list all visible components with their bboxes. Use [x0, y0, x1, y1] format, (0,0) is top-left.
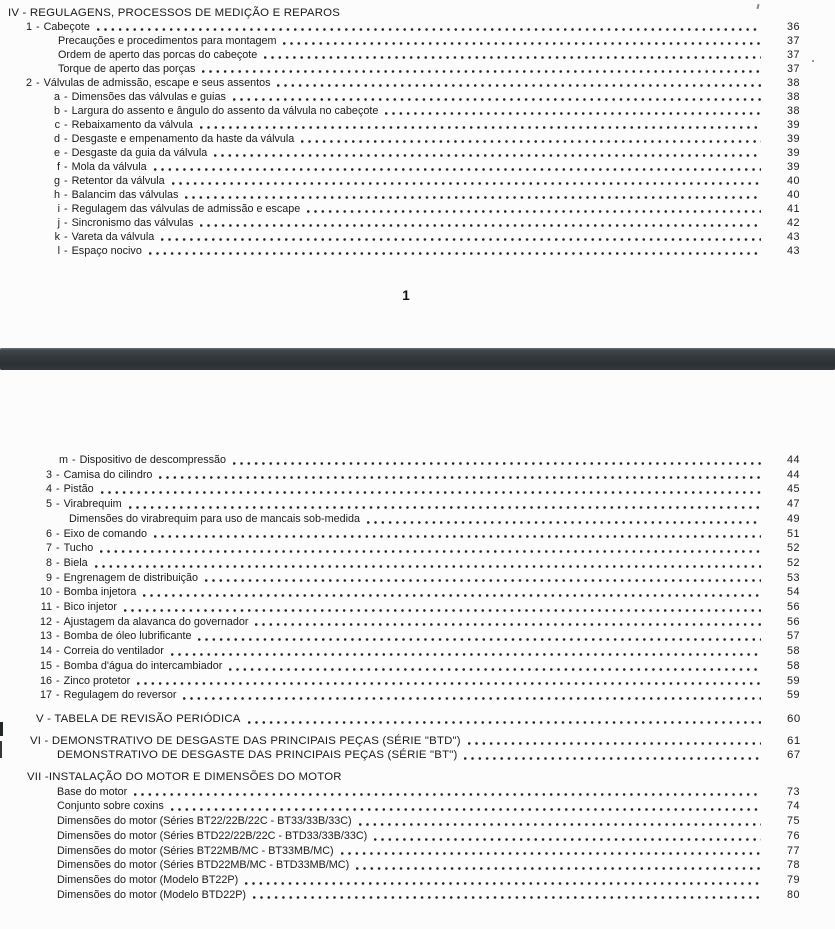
- toc-entry-number: 2: [25, 77, 32, 89]
- toc-row: [57, 748, 807, 763]
- toc-row: [47, 90, 807, 104]
- toc-row: [36, 712, 807, 727]
- scan-artifact: [0, 722, 3, 736]
- toc-entry-label: Dimensões do motor (Modelo BTD22P): [57, 888, 247, 901]
- dot-leader: [101, 491, 761, 494]
- toc-entry-page-number: 54: [787, 586, 801, 599]
- toc-entry-separator: -: [56, 586, 60, 599]
- toc-entry-label: Dimensões do virabrequim para uso de mancais sob-medida: [69, 512, 361, 525]
- toc-row: [57, 785, 807, 800]
- toc-entry-separator: -: [56, 689, 60, 702]
- toc-entry-number: 17: [39, 689, 52, 702]
- dot-leader: [229, 668, 761, 671]
- dot-leader: [245, 882, 761, 885]
- dot-leader: [367, 521, 761, 524]
- toc-entry-separator: -: [56, 601, 60, 614]
- toc-entry-number: a: [53, 91, 60, 103]
- page-separator-band: [0, 348, 835, 370]
- toc-entry-page-number: 57: [787, 630, 801, 643]
- toc-entry-label: Tucho: [63, 542, 94, 555]
- dot-leader: [385, 112, 761, 115]
- toc-row: [53, 453, 807, 468]
- toc-entry-label: Ajustagem da alavanca do governador: [63, 615, 249, 628]
- toc-entry-label: Dispositivo de descompressão: [79, 454, 227, 466]
- toc-entry-number: 8: [45, 556, 52, 569]
- toc-row: [47, 202, 807, 216]
- toc-entry-page-number: 74: [787, 800, 801, 813]
- dot-leader: [264, 56, 761, 59]
- toc-row: [36, 541, 807, 556]
- toc-entry-label: Dimensões do motor (Modelo BT22P): [57, 873, 239, 886]
- toc-entry-page-number: 38: [787, 105, 801, 117]
- toc-entry-label: Base do motor: [57, 785, 128, 798]
- toc-entry-separator: -: [64, 105, 68, 117]
- toc-row: [47, 230, 807, 244]
- toc-entry-separator: -: [64, 119, 68, 131]
- toc-entry-page-number: 52: [787, 542, 801, 555]
- toc-entry-page-number: 56: [787, 601, 801, 614]
- toc-entry-number: 1: [25, 21, 32, 33]
- toc-entry-number: 6: [45, 527, 52, 540]
- toc-row: [47, 104, 807, 118]
- dot-leader: [374, 838, 761, 841]
- dot-leader: [341, 852, 761, 855]
- toc-row: [47, 118, 807, 132]
- toc-row: [22, 20, 807, 34]
- toc-entry-label: Virabrequim: [63, 498, 122, 511]
- dot-leader: [159, 476, 761, 479]
- toc-entry-label: Correia do ventilador: [63, 645, 164, 658]
- toc-entry-label: Biela: [63, 556, 88, 569]
- toc-entry-page-number: 41: [787, 203, 801, 215]
- toc-entry-separator: -: [56, 645, 60, 658]
- toc-row: [36, 571, 807, 586]
- toc-row: [36, 688, 807, 703]
- toc-entry-label: IV - REGULAGENS, PROCESSOS DE MEDIÇÃO E REPAROS: [8, 7, 340, 19]
- toc-entry-number: 11: [40, 601, 52, 614]
- toc-entry-page-number: 52: [787, 556, 801, 569]
- toc-entry-separator: -: [56, 468, 60, 481]
- dot-leader: [154, 168, 761, 171]
- toc-entry-number: 7: [45, 542, 52, 555]
- dot-leader: [171, 808, 761, 811]
- toc-row: [58, 62, 807, 76]
- toc-entry-page-number: 78: [787, 859, 801, 872]
- toc-entry-separator: -: [64, 217, 68, 229]
- toc-row: [36, 556, 807, 571]
- toc-row: [58, 48, 807, 62]
- toc-entry-page-number: 39: [787, 133, 801, 145]
- toc-entry-page-number: 59: [787, 674, 801, 687]
- toc-row: [47, 160, 807, 174]
- dot-leader: [214, 154, 761, 157]
- toc-entry-label: Cabeçote: [43, 21, 90, 33]
- toc-row: [36, 482, 807, 497]
- dot-leader: [198, 638, 761, 641]
- toc-entry-number: c: [54, 119, 60, 131]
- toc-entry-page-number: 79: [787, 873, 801, 886]
- toc-entry-page-number: 36: [787, 21, 801, 33]
- toc-list-page-1: [0, 6, 835, 258]
- toc-entry-label: Dimensões do motor (Séries BTD22/22B/22C - BTD33/33B/33C): [57, 829, 368, 842]
- toc-entry-separator: -: [64, 147, 68, 159]
- toc-list-page-2: [0, 453, 835, 902]
- toc-row: [27, 770, 807, 785]
- toc-entry-separator: -: [56, 556, 60, 569]
- toc-row: [36, 468, 807, 483]
- toc-entry-label: Dimensões do motor (Séries BT22MB/MC - BT33MB/MC): [57, 844, 334, 857]
- toc-entry-page-number: 59: [787, 689, 801, 702]
- toc-entry-page-number: 42: [787, 217, 801, 229]
- toc-entry-separator: -: [56, 542, 60, 555]
- toc-entry-page-number: 58: [787, 645, 801, 658]
- toc-entry-page-number: 45: [787, 483, 801, 496]
- toc-entry-number: k: [54, 231, 60, 243]
- dot-leader: [137, 682, 761, 685]
- toc-entry-separator: -: [56, 630, 60, 643]
- toc-row: [36, 600, 807, 615]
- toc-entry-label: Bico injetor: [63, 601, 118, 614]
- toc-page-2: [0, 370, 835, 929]
- dot-leader: [100, 550, 761, 553]
- toc-row: [36, 674, 807, 689]
- toc-entry-number: 5: [45, 498, 52, 511]
- toc-entry-label: Bomba injetora: [63, 586, 137, 599]
- toc-row: [57, 829, 807, 844]
- toc-entry-page-number: 53: [787, 571, 801, 584]
- toc-entry-separator: -: [64, 231, 68, 243]
- toc-row: [57, 873, 807, 888]
- dot-leader: [277, 84, 761, 87]
- toc-entry-number: 14: [39, 645, 52, 658]
- toc-entry-number: 16: [39, 674, 52, 687]
- toc-entry-label: Pistão: [63, 483, 94, 496]
- toc-entry-separator: -: [56, 527, 60, 540]
- dot-leader: [183, 697, 761, 700]
- dot-leader: [200, 224, 761, 227]
- toc-entry-page-number: 47: [787, 498, 801, 511]
- scan-artifact: [0, 741, 2, 758]
- toc-row: [47, 216, 807, 230]
- toc-page-1: [0, 0, 835, 354]
- toc-entry-label: Sincronismo das válvulas: [71, 217, 194, 229]
- toc-entry-number: f: [57, 161, 60, 173]
- toc-row: [36, 629, 807, 644]
- toc-entry-separator: -: [64, 161, 68, 173]
- toc-entry-number: d: [53, 133, 60, 145]
- toc-entry-page-number: 49: [787, 512, 801, 525]
- toc-entry-page-number: 39: [787, 147, 801, 159]
- toc-entry-label: Dimensões do motor (Séries BTD22MB/MC - BTD33MB/MC): [57, 859, 350, 872]
- dot-leader: [202, 70, 761, 73]
- toc-entry-page-number: 38: [787, 91, 801, 103]
- toc-entry-page-number: 61: [787, 734, 801, 747]
- toc-entry-separator: -: [56, 659, 60, 672]
- toc-entry-label: Desgaste e empenamento da haste da válvula: [71, 133, 295, 145]
- toc-entry-separator: -: [36, 77, 40, 89]
- toc-entry-number: l: [57, 245, 60, 257]
- toc-row: [47, 146, 807, 160]
- toc-entry-page-number: 39: [787, 119, 801, 131]
- toc-entry-separator: -: [36, 21, 40, 33]
- dot-leader: [95, 565, 761, 568]
- toc-entry-label: Válvulas de admissão, escape e seus assentos: [43, 77, 271, 89]
- toc-entry-page-number: 80: [787, 888, 801, 901]
- toc-entry-page-number: 77: [787, 844, 801, 857]
- dot-leader: [129, 506, 761, 509]
- toc-entry-separator: -: [64, 203, 68, 215]
- dot-leader: [143, 594, 761, 597]
- toc-entry-separator: -: [64, 189, 68, 201]
- toc-row: [47, 174, 807, 188]
- dot-leader: [154, 535, 761, 538]
- dot-leader: [255, 623, 761, 626]
- toc-entry-number: 12: [39, 615, 52, 628]
- toc-entry-separator: -: [56, 615, 60, 628]
- toc-entry-label: Dimensões das válvulas e guias: [71, 91, 226, 103]
- dot-leader: [134, 793, 761, 796]
- toc-entry-separator: -: [64, 245, 68, 257]
- toc-entry-page-number: 67: [787, 749, 801, 762]
- toc-row: [22, 76, 807, 90]
- toc-entry-number: 9: [45, 571, 52, 584]
- toc-entry-number: 10: [39, 586, 52, 599]
- toc-entry-page-number: 37: [787, 49, 801, 61]
- toc-entry-number: g: [53, 175, 60, 187]
- toc-entry-page-number: 38: [787, 77, 801, 89]
- toc-entry-number: b: [53, 105, 60, 117]
- dot-leader: [307, 210, 761, 213]
- toc-entry-number: 15: [39, 659, 52, 672]
- dot-leader: [253, 896, 761, 899]
- toc-entry-page-number: 39: [787, 161, 801, 173]
- scan-artifact: [812, 60, 814, 62]
- toc-entry-page-number: 51: [787, 527, 801, 540]
- page-number-footer: 1: [402, 288, 410, 303]
- toc-entry-label: Balancim das válvulas: [71, 189, 179, 201]
- toc-entry-page-number: 60: [787, 712, 801, 725]
- toc-entry-number: 13: [39, 630, 52, 643]
- toc-entry-label: Desgaste da guia da válvula: [71, 147, 208, 159]
- toc-row: [58, 34, 807, 48]
- dot-leader: [464, 757, 761, 760]
- toc-entry-number: m: [59, 454, 68, 466]
- dot-leader: [97, 28, 761, 31]
- toc-entry-page-number: 44: [787, 468, 801, 481]
- toc-entry-label: Engrenagem de distribuição: [63, 571, 199, 584]
- dot-leader: [283, 42, 761, 45]
- toc-entry-page-number: 37: [787, 63, 801, 75]
- dot-leader: [248, 721, 761, 724]
- toc-entry-label: Retentor da válvula: [71, 175, 165, 187]
- dot-leader: [301, 140, 761, 143]
- toc-row: [57, 799, 807, 814]
- dot-leader: [468, 742, 761, 745]
- toc-row: [36, 644, 807, 659]
- toc-entry-label: Regulagem do reversor: [63, 689, 177, 702]
- dot-leader: [171, 653, 761, 656]
- dot-leader: [205, 579, 761, 582]
- toc-entry-page-number: 58: [787, 659, 801, 672]
- dot-leader: [233, 98, 761, 101]
- toc-entry-separator: -: [64, 91, 68, 103]
- toc-entry-separator: -: [56, 674, 60, 687]
- toc-entry-label: Dimensões do motor (Séries BT22/22B/22C - BT33/33B/33C): [57, 815, 352, 828]
- toc-entry-page-number: 76: [787, 829, 801, 842]
- toc-row: [36, 659, 807, 674]
- toc-row: [57, 858, 807, 873]
- toc-entry-separator: -: [56, 498, 60, 511]
- toc-entry-page-number: 44: [787, 454, 801, 466]
- toc-entry-number: 3: [45, 468, 52, 481]
- toc-entry-label: Zinco protetor: [63, 674, 131, 687]
- toc-row: [57, 844, 807, 859]
- toc-entry-number: i: [57, 203, 60, 215]
- toc-row: [47, 188, 807, 202]
- toc-entry-label: Camisa do cilindro: [63, 468, 153, 481]
- toc-entry-label: DEMONSTRATIVO DE DESGASTE DAS PRINCIPAIS PEÇAS (SÉRIE "BT"): [57, 749, 458, 762]
- toc-entry-label: Bomba d'água do intercambiador: [63, 659, 223, 672]
- toc-entry-label: Rebaixamento da válvula: [71, 119, 193, 131]
- toc-row: [30, 734, 807, 749]
- toc-entry-label: Eixo de comando: [63, 527, 148, 540]
- dot-leader: [149, 252, 761, 255]
- toc-entry-label: V - TABELA DE REVISÃO PERIÓDICA: [36, 712, 241, 725]
- toc-entry-separator: -: [64, 175, 68, 187]
- toc-entry-number: 4: [45, 483, 52, 496]
- dot-leader: [185, 196, 761, 199]
- dot-leader: [356, 867, 761, 870]
- toc-row: [69, 512, 807, 527]
- toc-row: [57, 814, 807, 829]
- toc-entry-page-number: 75: [787, 815, 801, 828]
- toc-entry-label: Conjunto sobre coxins: [57, 800, 164, 813]
- toc-entry-number: j: [57, 217, 60, 229]
- dot-leader: [233, 462, 761, 465]
- toc-entry-separator: -: [72, 454, 76, 466]
- toc-row: [36, 585, 807, 600]
- dot-leader: [200, 126, 761, 129]
- dot-leader: [124, 609, 761, 612]
- toc-entry-label: Precauções e procedimentos para montagem: [58, 35, 277, 47]
- toc-entry-label: Mola da válvula: [71, 161, 147, 173]
- toc-entry-label: Espaço nocivo: [71, 245, 142, 257]
- toc-entry-page-number: 43: [787, 245, 801, 257]
- toc-entry-separator: -: [56, 483, 60, 496]
- toc-entry-separator: -: [64, 133, 68, 145]
- toc-entry-page-number: 73: [787, 785, 801, 798]
- toc-entry-label: Regulagem das válvulas de admissão e escape: [71, 203, 301, 215]
- toc-entry-label: Vareta da válvula: [71, 231, 155, 243]
- toc-entry-page-number: 40: [787, 175, 801, 187]
- toc-entry-label: VI - DEMONSTRATIVO DE DESGASTE DAS PRINCIPAIS PEÇAS (SÉRIE "BTD"): [30, 734, 461, 747]
- toc-entry-separator: -: [56, 571, 60, 584]
- toc-row: [36, 615, 807, 630]
- toc-entry-number: e: [53, 147, 60, 159]
- dot-leader: [172, 182, 761, 185]
- toc-entry-label: Bomba de óleo lubrificante: [63, 630, 192, 643]
- toc-entry-page-number: 43: [787, 231, 801, 243]
- toc-entry-label: Torque de aperto das porças: [58, 63, 196, 75]
- toc-row: [57, 888, 807, 903]
- toc-entry-page-number: 37: [787, 35, 801, 47]
- toc-row: [47, 244, 807, 258]
- toc-entry-number: h: [53, 189, 60, 201]
- toc-entry-label: VII -INSTALAÇÃO DO MOTOR E DIMENSÕES DO MOTOR: [27, 771, 342, 784]
- toc-entry-label: Ordem de aperto das porcas do cabeçote: [58, 49, 258, 61]
- toc-row: [36, 497, 807, 512]
- toc-entry-page-number: 40: [787, 189, 801, 201]
- dot-leader: [161, 238, 761, 241]
- toc-row: [36, 527, 807, 542]
- toc-entry-page-number: 56: [787, 615, 801, 628]
- toc-row: [47, 132, 807, 146]
- toc-entry-label: Largura do assento e ângulo do assento da válvula no cabeçote: [71, 105, 379, 117]
- toc-row: [8, 6, 807, 20]
- dot-leader: [359, 823, 761, 826]
